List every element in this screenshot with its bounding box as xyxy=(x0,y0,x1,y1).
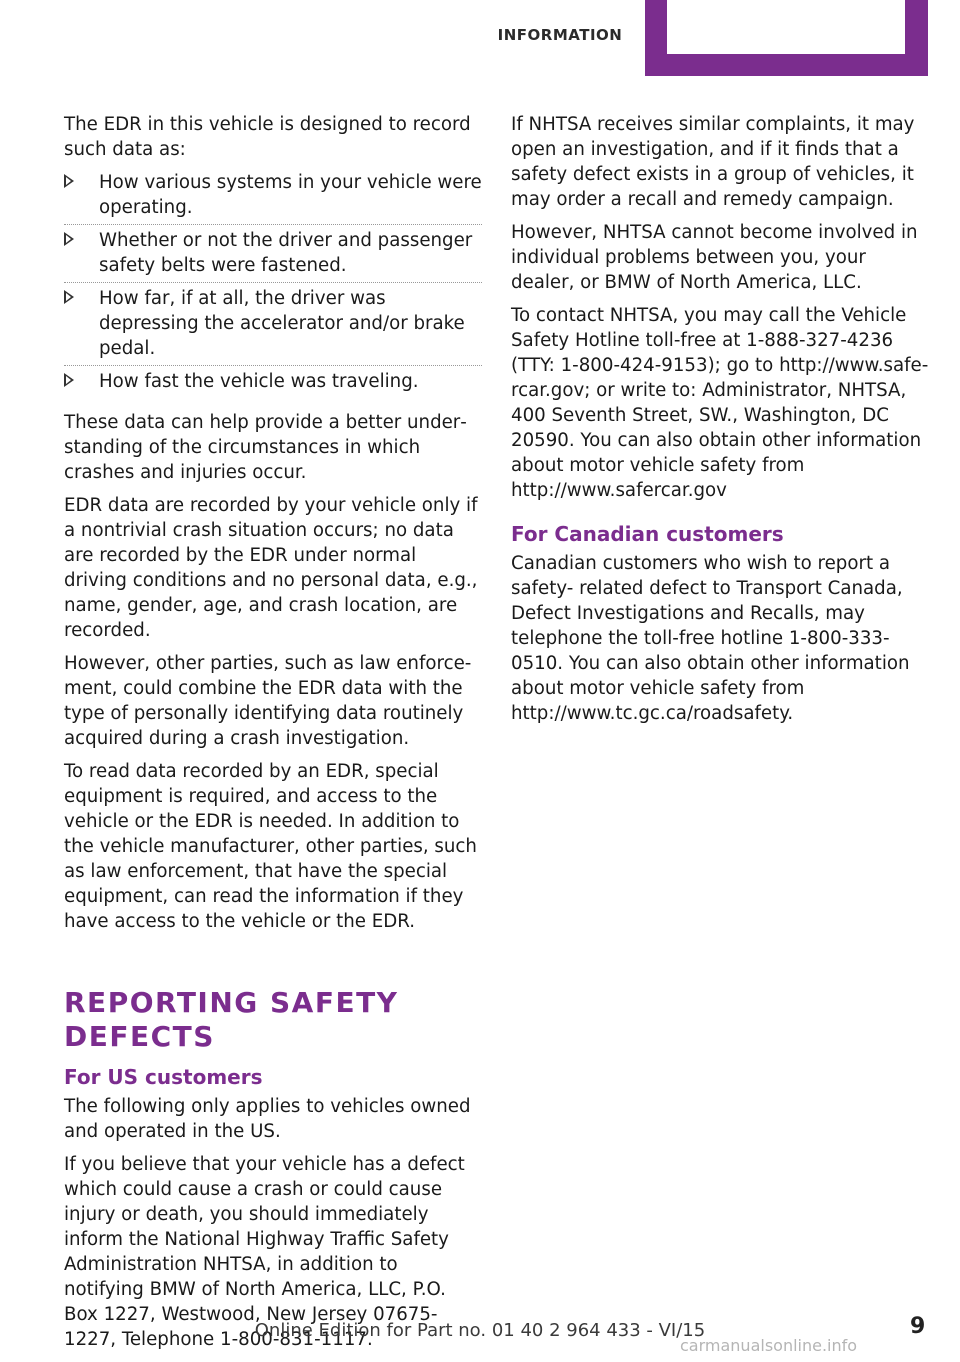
us-customers-heading: For US customers xyxy=(64,1065,263,1089)
body-paragraph: The following only applies to vehicles owned and operated in the US. xyxy=(64,1096,471,1142)
body-paragraph: To read data recorded by an EDR, special equipment is required, and access to the vehicle or the EDR is needed. In addition to the vehicle manufacturer, other parties, such as law enforcement, that have the special equipment, can read the information if they have access to the vehicle or the EDR. xyxy=(64,761,477,932)
list-item xyxy=(64,286,482,369)
section-label: INFORMATION xyxy=(497,26,623,44)
list-item xyxy=(64,170,482,228)
dotted-divider xyxy=(64,282,482,283)
body-paragraph: However, NHTSA cannot become involved in individual problems between you, your dealer, or BMW of North America, LLC. xyxy=(511,222,918,293)
chapter-tab-window xyxy=(667,0,905,54)
section-title: REPORTING SAFETY DEFECTS xyxy=(64,986,399,1053)
triangle-bullet-icon xyxy=(64,174,74,188)
intro-paragraph: The EDR in this vehicle is designed to record such data as: xyxy=(64,114,471,160)
dotted-divider xyxy=(64,365,482,366)
triangle-bullet-icon xyxy=(64,290,74,304)
triangle-bullet-icon xyxy=(64,232,74,246)
list-item xyxy=(64,228,482,286)
list-item xyxy=(64,369,482,402)
watermark: carmanualsonline.info xyxy=(680,1336,858,1355)
page-number: 9 xyxy=(910,1314,926,1339)
edr-data-list xyxy=(64,170,482,402)
right-column xyxy=(511,112,929,734)
body-paragraph: These data can help provide a better understanding of the circumstances in which crashes and injuries occur. xyxy=(64,412,467,483)
list-item-text: Whether or not the driver and passenger safety belts were fastened. xyxy=(99,230,473,276)
edition-footer: Online Edition for Part no. 01 40 2 964 433 - VI/15 xyxy=(254,1320,706,1341)
list-item-text: How fast the vehicle was traveling. xyxy=(99,371,419,392)
dotted-divider xyxy=(64,224,482,225)
list-item-text: How far, if at all, the driver was depressing the accelerator and/or brake pedal. xyxy=(99,288,465,359)
body-paragraph: However, other parties, such as law enforcement, could combine the EDR data with the type of personally identifying data routinely acquired during a crash investigation. xyxy=(64,653,472,749)
list-item-text: How various systems in your vehicle were operating. xyxy=(99,172,482,218)
left-column xyxy=(64,112,482,1360)
body-paragraph: To contact NHTSA, you may call the Vehicle Safety Hotline toll-free at 1-888-327-4236 (TTY: 1-800-424-9153); go to http://www.safercar.gov; or write to: Administrator, NHTSA, 400 Seventh Street, SW., Washington, DC 20590. You can also obtain other information about motor vehicle safety from http://www.safercar.gov xyxy=(511,305,929,501)
body-paragraph: If you believe that your vehicle has a defect which could cause a crash or could cause injury or death, you should immediately inform the National Highway Traffic Safety Administration NHTSA, in addition to notifying BMW of North America, LLC, P.O. Box 1227, Westwood, New Jersey 07675-1227, Telephone 1-800-831-1117. xyxy=(64,1154,465,1350)
body-paragraph: EDR data are recorded by your vehicle only if a nontrivial crash situation occurs; no data are recorded by the EDR under normal driving conditions and no personal data, e.g., name, gender, age, and crash location, are recorded. xyxy=(64,495,478,641)
body-paragraph: Canadian customers who wish to report a safety- related defect to Transport Canada, Defect Investigations and Recalls, may telephone the toll-free hotline 1-800-333-0510. You can also obtain other information about motor vehicle safety from http://www.tc.gc.ca/roadsafety. xyxy=(511,553,910,724)
body-paragraph: If NHTSA receives similar complaints, it may open an investigation, and if it finds that a safety defect exists in a group of vehicles, it may order a recall and remedy campaign. xyxy=(511,114,915,210)
triangle-bullet-icon xyxy=(64,373,74,387)
canadian-customers-heading: For Canadian customers xyxy=(511,522,784,546)
